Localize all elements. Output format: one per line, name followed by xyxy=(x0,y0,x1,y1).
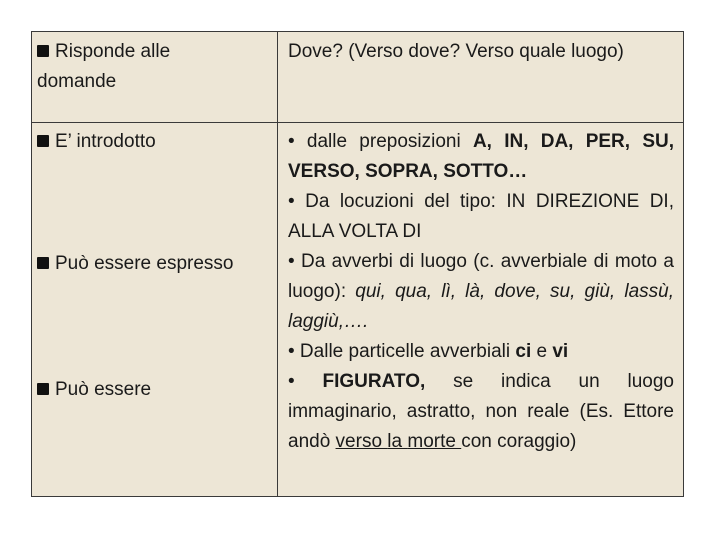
square-bullet-icon xyxy=(37,135,49,147)
content-table xyxy=(31,31,684,497)
table-row xyxy=(32,32,683,123)
row-description-cell xyxy=(278,37,685,67)
square-bullet-icon xyxy=(37,45,49,57)
square-bullet-icon xyxy=(37,383,49,395)
description-paragraph: • Da avverbi di luogo (c. avverbiale di moto a luogo): qui, qua, lì, là, dove, su, giù, lassù, laggiù,…. xyxy=(288,251,674,332)
row-label-cell xyxy=(32,249,277,279)
row-description: Dove? (Verso dove? Verso quale luogo) xyxy=(288,41,624,62)
table-row xyxy=(32,122,683,496)
row-label-cell xyxy=(32,127,277,157)
description-paragraph: • Dalle particelle avverbiali ci e vi xyxy=(288,341,569,362)
description-paragraph: • dalle preposizioni A, IN, DA, PER, SU, VERSO, SOPRA, SOTTO… xyxy=(288,131,674,182)
row-label: Risponde alle xyxy=(55,41,171,62)
row-label-cell xyxy=(32,37,277,97)
row-label: Può essere xyxy=(55,379,152,400)
description-paragraph: • Da locuzioni del tipo: IN DIREZIONE DI, ALLA VOLTA DI xyxy=(288,191,674,242)
row-label: E’ introdotto xyxy=(55,131,156,152)
row-label-cont: domande xyxy=(37,71,117,92)
description-paragraph: • FIGURATO, se indica un luogo immaginario, astratto, non reale (Es. Ettore andò verso la morte con coraggio) xyxy=(288,371,675,452)
row-description-cell xyxy=(278,127,685,457)
row-label: Può essere espresso xyxy=(55,253,234,274)
square-bullet-icon xyxy=(37,257,49,269)
row-label-cell xyxy=(32,375,277,405)
